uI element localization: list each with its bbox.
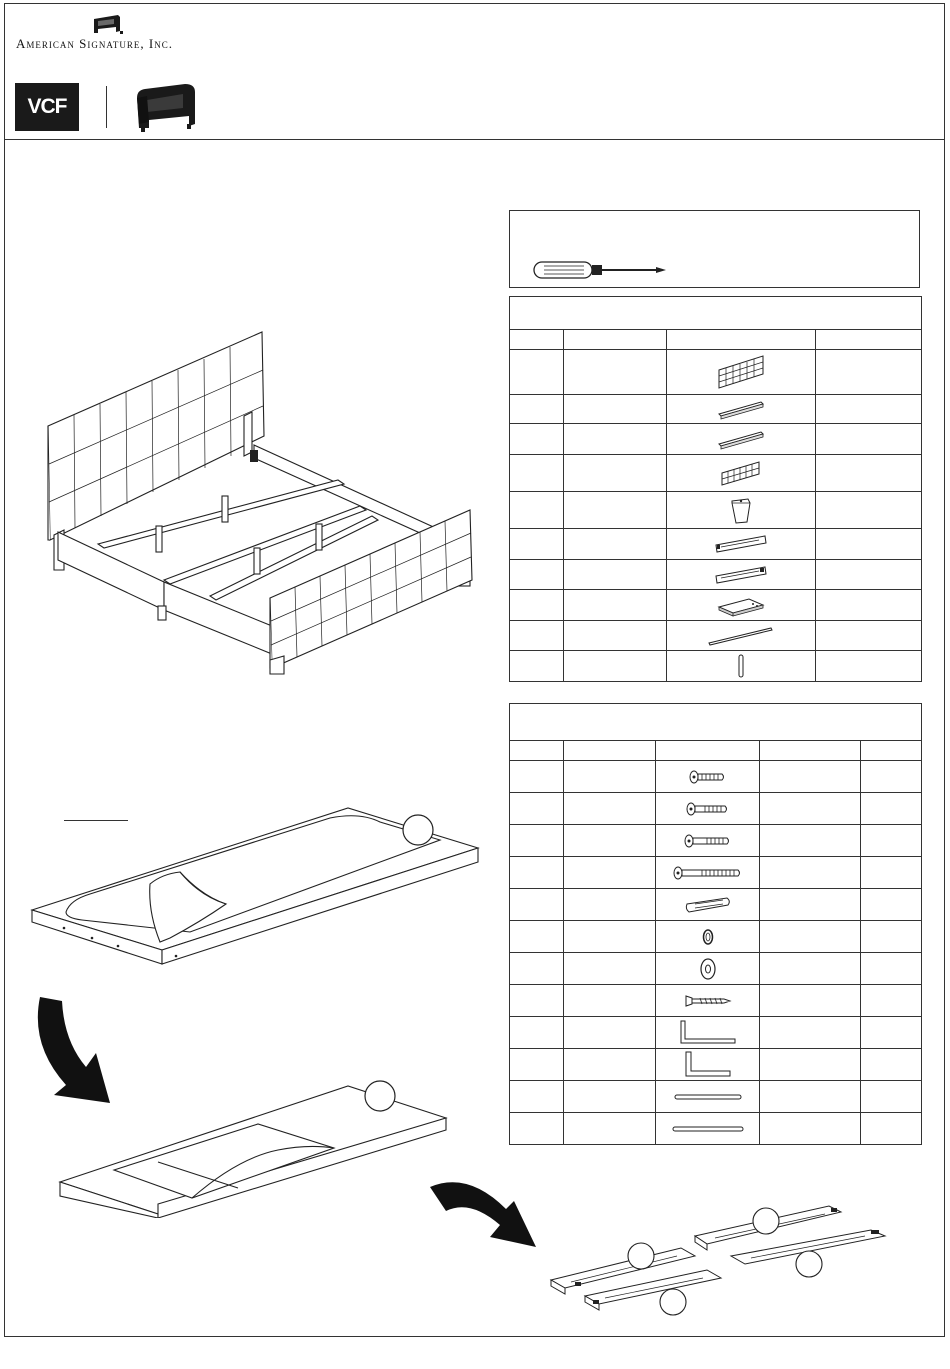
flat-washer-icon <box>698 957 718 981</box>
table-row <box>510 590 922 621</box>
metal-bracket-icon <box>715 398 767 420</box>
long-bolt-icon <box>683 834 733 848</box>
header-divider <box>4 139 945 140</box>
table-row <box>510 350 922 395</box>
metal-bracket-icon <box>715 428 767 450</box>
hardware-parts-table <box>509 296 922 682</box>
short-bolt-icon <box>688 770 728 784</box>
long-rod-icon <box>671 1124 745 1134</box>
curved-arrow-icon <box>428 1175 540 1250</box>
table-header-row <box>510 741 922 761</box>
wood-screw-icon <box>684 994 732 1008</box>
table-row <box>510 455 922 492</box>
vcf-logo: VCF <box>15 83 79 131</box>
screwdriver-icon <box>532 258 668 282</box>
table-row <box>510 857 922 889</box>
small-allen-key-icon <box>677 1019 739 1047</box>
unpack-step-illustration <box>30 800 485 980</box>
barrel-nut-icon <box>683 894 733 916</box>
table-row <box>510 424 922 455</box>
lock-washer-icon <box>701 927 715 947</box>
table-row <box>510 651 922 682</box>
table-row <box>510 985 922 1017</box>
logo-divider <box>106 86 107 128</box>
table-row <box>510 825 922 857</box>
separated-rails-illustration <box>545 1200 897 1328</box>
small-slat-grid-icon <box>719 459 763 487</box>
armchair-icon <box>133 80 199 134</box>
dowel-pin-icon <box>735 653 747 679</box>
table-row <box>510 1081 922 1113</box>
table-row <box>510 395 922 424</box>
armchair-icon <box>90 11 124 37</box>
table-row <box>510 921 922 953</box>
table-title-row <box>510 297 922 330</box>
side-rail-icon <box>713 533 769 555</box>
medium-bolt-icon <box>685 802 731 816</box>
fasteners-table <box>509 703 922 1145</box>
table-header-row <box>510 330 922 350</box>
table-row <box>510 1017 922 1049</box>
extra-long-bolt-icon <box>672 866 744 880</box>
assembled-bed-illustration <box>40 330 480 680</box>
long-rod-icon <box>707 625 775 647</box>
mounting-plate-icon <box>715 593 767 617</box>
table-row <box>510 492 922 529</box>
table-row <box>510 560 922 590</box>
table-row <box>510 953 922 985</box>
table-row <box>510 1049 922 1081</box>
brand-name: American Signature, Inc. <box>16 36 173 51</box>
table-row <box>510 621 922 651</box>
large-allen-key-icon <box>682 1050 734 1080</box>
table-row <box>510 889 922 921</box>
table-row <box>510 761 922 793</box>
slat-grid-icon <box>716 352 766 392</box>
table-row <box>510 529 922 560</box>
short-rod-icon <box>673 1092 743 1102</box>
table-title-row <box>510 704 922 741</box>
table-row <box>510 793 922 825</box>
side-rail-icon <box>713 564 769 586</box>
tapered-leg-icon <box>726 495 756 525</box>
table-row <box>510 1113 922 1145</box>
box-open-step-illustration <box>58 1078 450 1218</box>
